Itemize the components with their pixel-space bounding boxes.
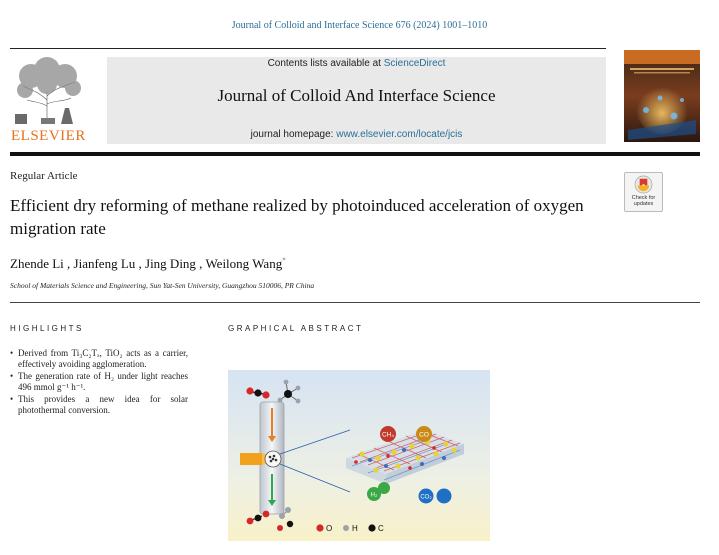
crossmark-label: Check for updates	[631, 195, 656, 207]
header-thick-rule	[10, 152, 700, 156]
graphical-abstract-image	[228, 370, 490, 541]
highlights-list	[10, 348, 188, 417]
sciencedirect-link[interactable]: ScienceDirect	[383, 58, 446, 69]
check-for-updates-button[interactable]	[624, 172, 663, 212]
highlights-heading: HIGHLIGHTS	[10, 324, 84, 333]
highlight-item: • The generation rate of H₂ under light reaches 496 mmol g⁻¹ h⁻¹.	[10, 371, 188, 393]
crossmark-icon	[634, 175, 653, 194]
contents-prefix: Contents lists available at	[267, 58, 384, 69]
ch4-label-bubble	[380, 426, 396, 442]
graphical-abstract-heading: GRAPHICAL ABSTRACT	[228, 324, 364, 333]
ch4-label: CH₄	[381, 431, 395, 439]
contents-line	[107, 58, 606, 69]
legend-o: O	[326, 524, 333, 533]
highlight-item: • This provides a new idea for solar photothermal conversion.	[10, 394, 188, 416]
journal-cover-image[interactable]	[624, 50, 700, 142]
section-rule	[10, 302, 700, 303]
author-list	[10, 256, 286, 272]
elsevier-tree-logo	[11, 56, 87, 126]
journal-homepage-link[interactable]: www.elsevier.com/locate/jcis	[336, 129, 463, 140]
elsevier-wordmark: ELSEVIER	[11, 128, 86, 144]
co-label-bubble	[416, 426, 432, 442]
homepage-line	[107, 129, 606, 140]
homepage-prefix: journal homepage:	[250, 129, 337, 140]
article-type: Regular Article	[10, 170, 78, 182]
co2-label: CO₂	[420, 494, 432, 501]
corresponding-author-mark[interactable]: *	[282, 256, 286, 265]
co-label: CO	[419, 431, 429, 439]
affiliation: School of Materials Science and Engineering, Sun Yat-Sen University, Guangzhou 510006, PR China	[10, 281, 315, 290]
article-title: Efficient dry reforming of methane realized by photoinduced acceleration of oxygen migration rate	[10, 196, 584, 238]
h2-label: H₂	[370, 492, 378, 499]
header-rule	[10, 48, 606, 49]
journal-citation: Journal of Colloid and Interface Science 676 (2024) 1001–1010	[231, 20, 488, 31]
journal-title: Journal of Colloid And Interface Science	[217, 86, 496, 105]
legend-h: H	[352, 524, 358, 533]
legend-c: C	[378, 524, 384, 533]
author-names: Zhende Li , Jianfeng Lu , Jing Ding , Weilong Wang	[10, 256, 283, 271]
highlight-item: • Derived from Ti₃C₂Tₓ, TiO₂ acts as a carrier, effectively avoiding agglomeration.	[10, 348, 188, 370]
